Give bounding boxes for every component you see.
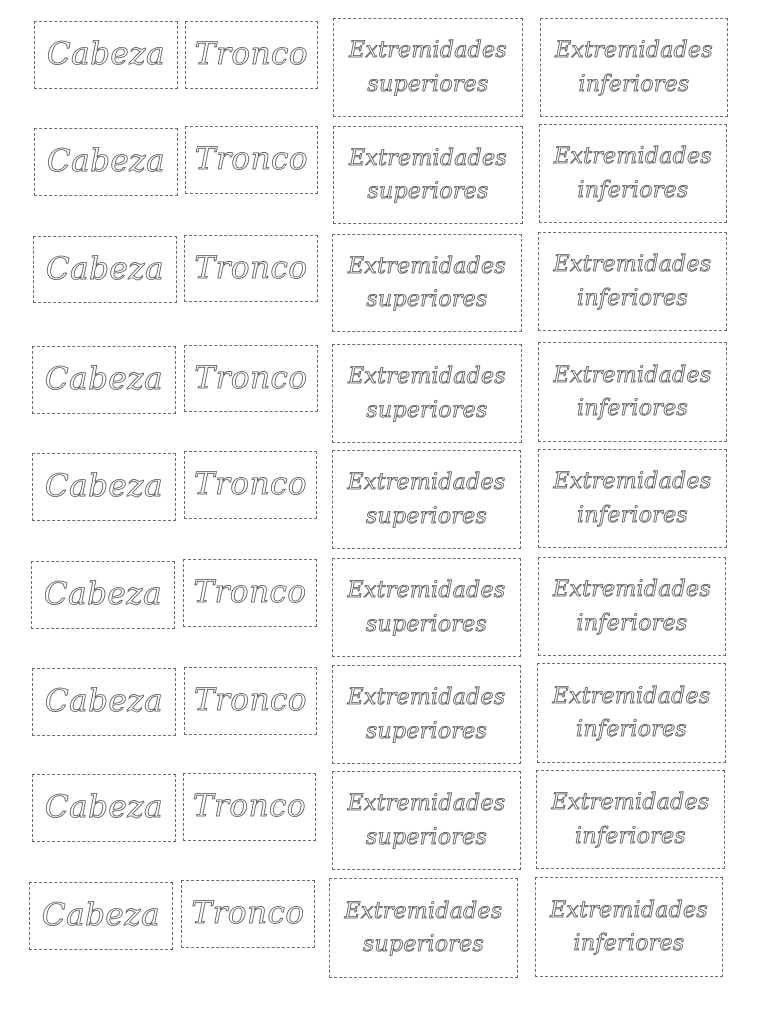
card-cabeza (29, 882, 173, 950)
card-label-line-2: inferiores (578, 71, 690, 97)
card-extremidades-inferiores (538, 557, 726, 656)
card-extremidades-superiores (333, 18, 523, 117)
card-cabeza (32, 453, 176, 521)
card-extremidades-inferiores (535, 877, 723, 977)
card-label: Cabeza (43, 576, 163, 613)
card-label-line-1: Extremidades (347, 685, 506, 711)
card-label-line-1: Extremidades (553, 362, 712, 388)
card-label: Tronco (194, 141, 309, 178)
card-label-line-1: Extremidades (554, 144, 712, 170)
card-label-line-1: Extremidades (349, 38, 507, 64)
card-cabeza (32, 774, 176, 842)
card-label-line-2: inferiores (577, 396, 688, 421)
card-label: Tronco (192, 788, 307, 825)
card-label: Tronco (193, 466, 308, 503)
card-tronco (184, 345, 318, 412)
card-cabeza (32, 668, 176, 736)
card-extremidades-superiores (329, 878, 518, 978)
card-label-line-2: superiores (367, 71, 489, 97)
card-label-line-2: superiores (366, 397, 488, 423)
card-label-line-2: inferiores (576, 717, 687, 742)
card-extremidades-inferiores (536, 770, 725, 869)
card-tronco (185, 21, 318, 89)
card-label-line-2: inferiores (576, 610, 688, 636)
card-label-line-1: Extremidades (347, 578, 506, 604)
card-label-line-2: superiores (367, 179, 489, 204)
card-extremidades-inferiores (540, 18, 728, 117)
card-label: Tronco (193, 682, 308, 719)
card-extremidades-inferiores (538, 232, 727, 331)
card-label-line-1: Extremidades (553, 469, 712, 495)
card-label: Cabeza (46, 143, 166, 180)
card-label: Cabeza (41, 897, 161, 934)
card-cabeza (34, 21, 178, 89)
card-cabeza (33, 236, 177, 303)
card-extremidades-inferiores (538, 449, 727, 548)
card-tronco (183, 773, 316, 841)
card-label-line-1: Extremidades (553, 252, 712, 278)
card-cabeza (32, 346, 176, 414)
card-label-line-2: inferiores (575, 823, 686, 849)
card-label-line-1: Extremidades (555, 38, 713, 64)
card-label-line-1: Extremidades (344, 898, 503, 924)
card-label: Cabeza (44, 361, 164, 398)
card-label-line-2: inferiores (577, 285, 688, 311)
card-tronco (183, 559, 317, 627)
card-label: Tronco (193, 574, 307, 611)
card-extremidades-inferiores (537, 663, 726, 763)
card-label-line-1: Extremidades (348, 364, 506, 390)
card-label-line-1: Extremidades (348, 253, 506, 279)
card-label-line-2: superiores (365, 611, 488, 637)
card-tronco (184, 451, 317, 519)
card-label: Tronco (194, 36, 309, 73)
card-label: Cabeza (44, 683, 164, 720)
card-label-line-1: Extremidades (552, 683, 711, 709)
card-extremidades-superiores (332, 665, 521, 764)
card-label-line-2: superiores (366, 287, 488, 312)
card-label-line-2: superiores (365, 824, 488, 850)
card-tronco (184, 235, 318, 302)
card-extremidades-superiores (332, 771, 521, 870)
card-label: Cabeza (45, 250, 165, 287)
card-extremidades-superiores (333, 126, 523, 224)
card-cabeza (31, 561, 175, 629)
card-label-line-2: superiores (362, 932, 485, 957)
card-label: Tronco (194, 249, 308, 286)
card-cabeza (34, 128, 178, 196)
card-label-line-1: Extremidades (347, 791, 506, 817)
card-label: Cabeza (44, 789, 164, 826)
card-label: Tronco (191, 895, 305, 932)
card-extremidades-inferiores (538, 342, 727, 442)
card-label-line-2: inferiores (577, 177, 689, 203)
card-label: Cabeza (46, 36, 166, 73)
card-label-line-1: Extremidades (349, 145, 507, 171)
card-label-line-2: inferiores (577, 502, 688, 528)
card-extremidades-superiores (332, 558, 521, 657)
card-tronco (181, 880, 315, 948)
card-label-line-1: Extremidades (553, 577, 711, 603)
card-label-line-1: Extremidades (347, 470, 506, 496)
card-tronco (184, 667, 317, 735)
card-label-line-2: superiores (365, 718, 488, 744)
card-tronco (185, 126, 318, 194)
card-label: Tronco (194, 359, 308, 396)
card-extremidades-superiores (332, 344, 522, 443)
card-label-line-2: inferiores (573, 931, 685, 956)
card-label-line-2: superiores (365, 503, 488, 529)
card-label-line-1: Extremidades (551, 790, 710, 816)
card-label-line-1: Extremidades (550, 897, 708, 923)
card-extremidades-superiores (332, 450, 521, 549)
card-extremidades-inferiores (539, 124, 727, 223)
card-extremidades-superiores (332, 234, 522, 332)
card-label: Cabeza (44, 468, 164, 505)
